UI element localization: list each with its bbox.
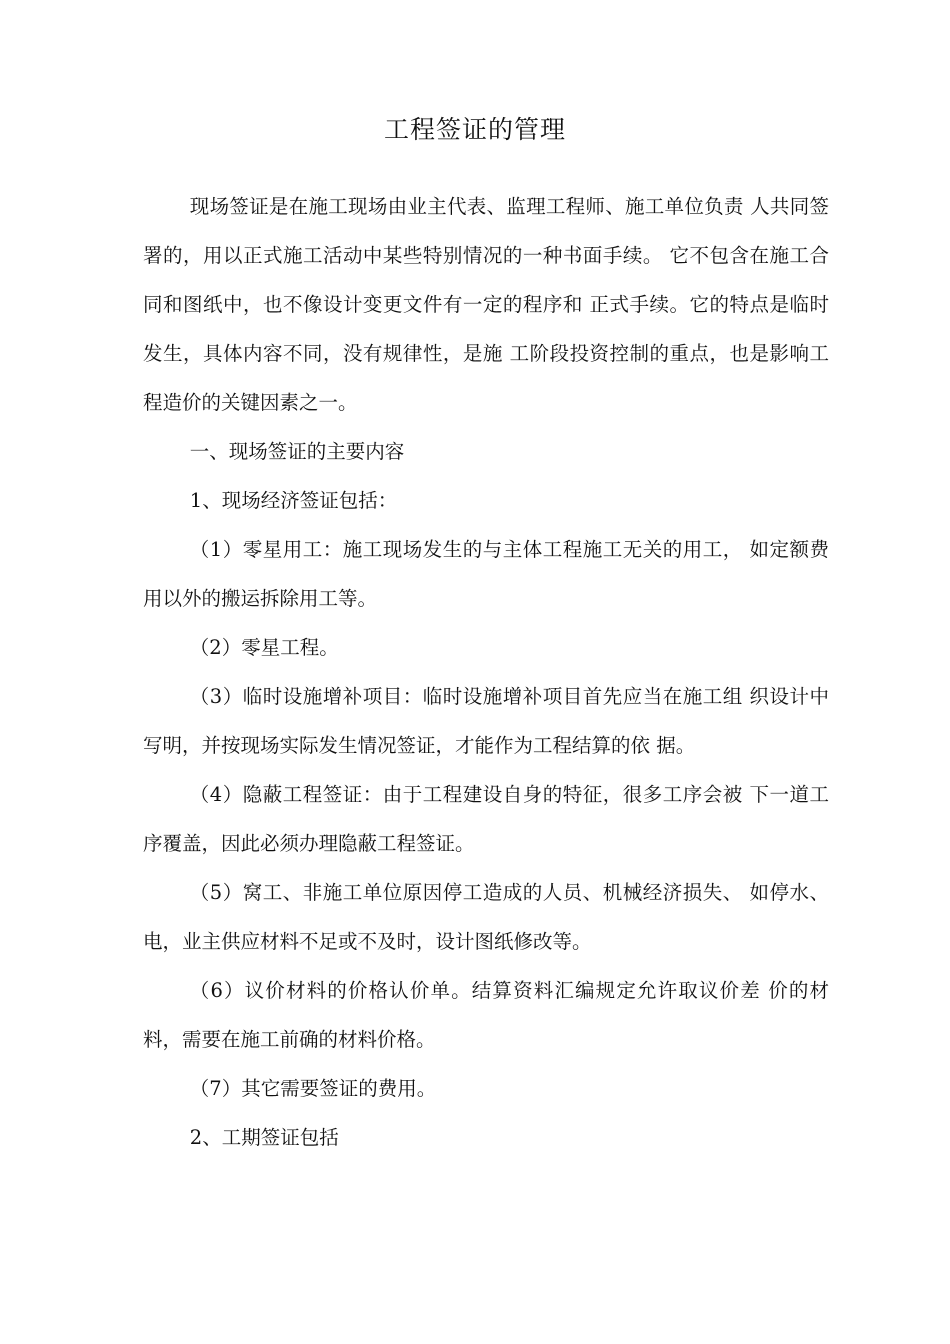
document-body xyxy=(143,182,829,1162)
list-item-3: （3）临时设施增补项目：临时设施增补项目首先应当在施工组 织设计中写明，并按现场实际发生情况签证，才能作为工程结算的依 据。 xyxy=(143,685,829,757)
heading-section-1: 一、现场签证的主要内容 xyxy=(189,440,405,463)
document-title: 工程签证的管理 xyxy=(383,115,566,144)
heading-schedule-visa: 2、工期签证包括 xyxy=(189,1126,339,1149)
list-item-4: （4）隐蔽工程签证：由于工程建设自身的特征，很多工序会被 下一道工序覆盖，因此必须办理隐蔽工程签证。 xyxy=(143,783,829,855)
list-item-2: （2）零星工程。 xyxy=(189,636,339,659)
list-item-5: （5）窝工、非施工单位原因停工造成的人员、机械经济损失、 如停水、电，业主供应材料不足或不及时，设计图纸修改等。 xyxy=(143,881,829,953)
list-item-1: （1）零星用工：施工现场发生的与主体工程施工无关的用工， 如定额费用以外的搬运拆除用工等。 xyxy=(143,538,829,610)
paragraph-intro: 现场签证是在施工现场由业主代表、监理工程师、施工单位负责 人共同签署的，用以正式施工活动中某些特别情况的一种书面手续。 它不包含在施工合同和图纸中，也不像设计变更文件有一定的程序和 正式手续。它的特点是临时发生，具体内容不同，没有规律性，是施 工阶段投资控制的重点，也是影响工程造价的关键因素之一。 xyxy=(143,195,829,414)
list-item-6: （6）议价材料的价格认价单。结算资料汇编规定允许取议价差 价的材料，需要在施工前确的材料价格。 xyxy=(143,979,829,1051)
heading-economic-visa: 1、现场经济签证包括： xyxy=(189,489,398,512)
list-item-7: （7）其它需要签证的费用。 xyxy=(189,1077,437,1100)
